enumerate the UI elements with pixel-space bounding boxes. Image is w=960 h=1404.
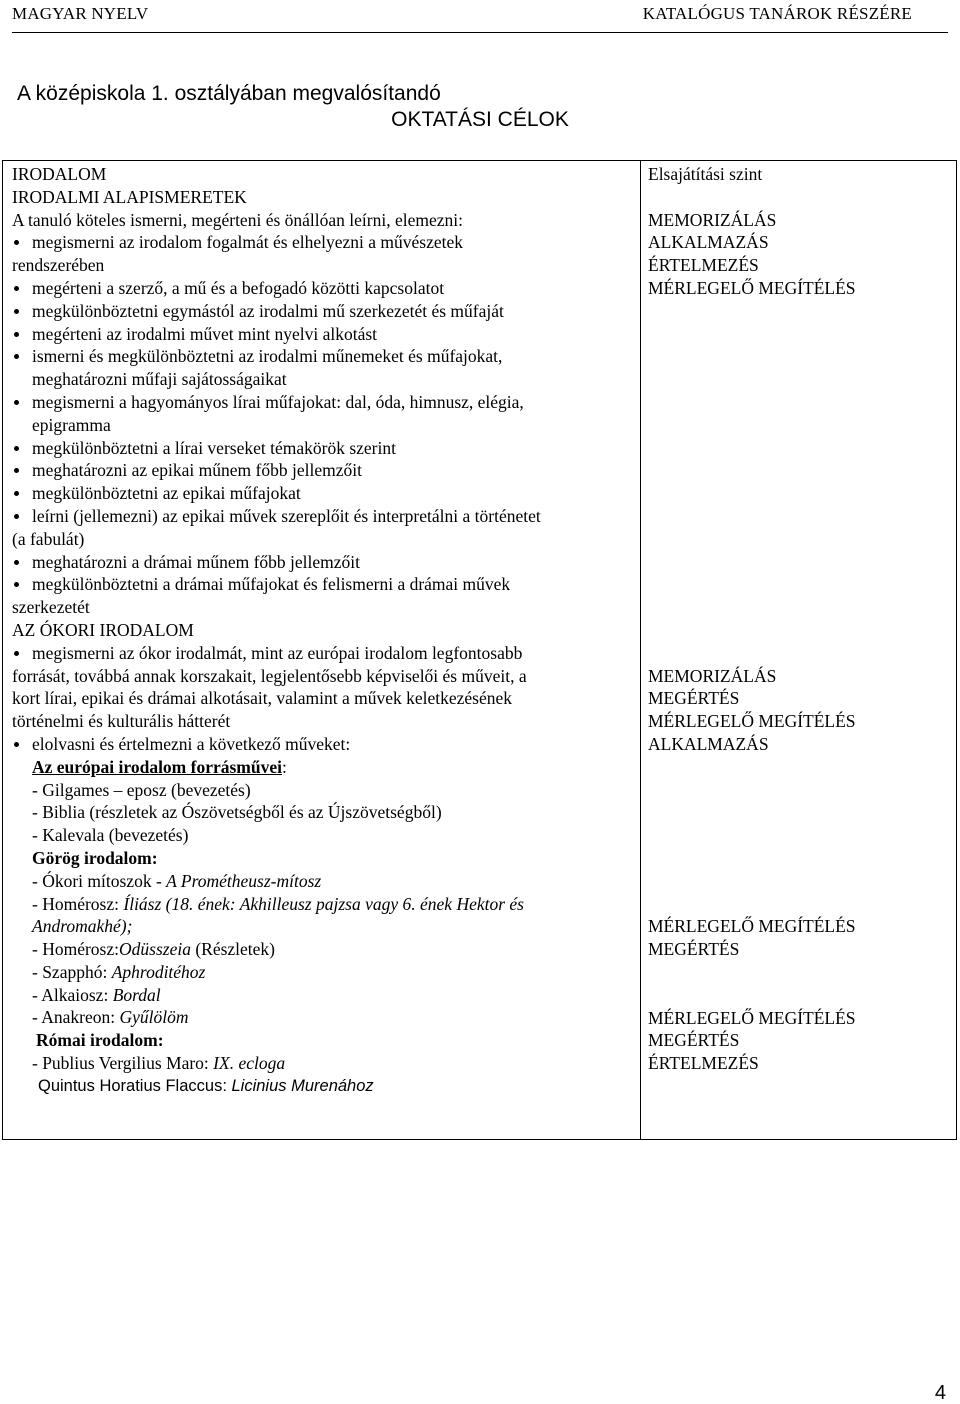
work-item: - Kalevala (bevezetés): [32, 825, 189, 846]
objective-item: megérteni a szerző, a mű és a befogadó közötti kapcsolatot: [12, 277, 632, 300]
objective-item: meghatározni a drámai műnem főbb jellemzőit: [12, 551, 632, 574]
work-author: - Publius Vergilius Maro:: [32, 1053, 214, 1074]
work-item: [12, 1075, 632, 1098]
subsection-heading: IRODALMI ALAPISMERETEK: [12, 186, 247, 207]
mastery-level-heading: Elsajátítási szint: [648, 164, 763, 184]
objective-item-cont: meghatározni műfaji sajátosságaikat: [32, 369, 287, 390]
objectives-column: [12, 163, 632, 1098]
works-group-heading: Görög irodalom:: [32, 847, 158, 868]
mastery-level: MEMORIZÁLÁS: [648, 209, 777, 230]
objective-item-cont: rendszerében: [12, 255, 105, 276]
objective-item-cont: történelmi és kulturális hátterét: [12, 711, 231, 732]
objective-item: megkülönböztetni az epikai műfajokat: [12, 482, 632, 505]
header-divider: [12, 32, 948, 33]
objective-item: megkülönböztetni a drámai műfajokat és felismerni a drámai művek: [12, 573, 632, 596]
mastery-level: ÉRTELMEZÉS: [648, 255, 759, 276]
work-item: [12, 1006, 632, 1029]
work-item: [12, 893, 632, 916]
mastery-level: MÉRLEGELŐ MEGÍTÉLÉS: [648, 277, 856, 298]
work-title: Bordal: [112, 984, 161, 1005]
objective-item-cont: kort lírai, epikai és drámai alkotásait, valamint a művek keletkezésének: [12, 688, 513, 709]
mastery-level: MÉRLEGELŐ MEGÍTÉLÉS: [648, 711, 856, 732]
objective-item-cont: epigramma: [32, 414, 111, 435]
page-subtitle: OKTATÁSI CÉLOK: [391, 108, 569, 131]
work-title: A Prométheusz-mítosz: [166, 870, 322, 891]
mastery-level: ALKALMAZÁS: [648, 232, 769, 253]
objective-item: leírni (jellemezni) az epikai művek szereplőit és interpretálni a történetet: [12, 505, 632, 528]
mastery-level: ÉRTELMEZÉS: [648, 1053, 759, 1074]
objective-item: megismerni az ókor irodalmát, mint az európai irodalom legfontosabb: [12, 642, 632, 665]
works-group-heading: [12, 756, 632, 779]
objective-item: megkülönböztetni egymástól az irodalmi mű szerkezetét és műfaját: [12, 300, 632, 323]
mastery-level: MEMORIZÁLÁS: [648, 665, 777, 686]
objective-item-cont: szerkezetét: [12, 597, 90, 618]
work-title: Odüsszeia: [119, 939, 191, 960]
objective-item: meghatározni az epikai műnem főbb jellemzőit: [12, 459, 632, 482]
works-group-title: Az európai irodalom forrásművei: [32, 756, 282, 777]
header-subject: MAGYAR NYELV: [12, 4, 149, 23]
mastery-level: MEGÉRTÉS: [648, 688, 740, 709]
mastery-level: ALKALMAZÁS: [648, 733, 769, 754]
work-item: - Gilgames – eposz (bevezetés): [32, 779, 251, 800]
work-item: [12, 984, 632, 1007]
mastery-level: MEGÉRTÉS: [648, 1030, 740, 1051]
work-item: - Biblia (részletek az Ószövetségből és az Újszövetségből): [32, 802, 442, 823]
work-title: Aphroditéhoz: [111, 961, 206, 982]
objective-item: megismerni az irodalom fogalmát és elhelyezni a művészetek: [12, 231, 632, 254]
works-group-colon: :: [282, 756, 287, 777]
mastery-level-column: [648, 163, 953, 1075]
work-note: (Részletek): [190, 939, 276, 960]
objective-item: megérteni az irodalmi művet mint nyelvi alkotást: [12, 323, 632, 346]
work-title: Gyűlölöm: [119, 1007, 189, 1028]
intro-text: A tanuló köteles ismerni, megérteni és önállóan leírni, elemezni:: [12, 209, 463, 230]
objective-item-cont: forrását, továbbá annak korszakait, legjelentősebb képviselői és műveit, a: [12, 665, 527, 686]
section-heading: IRODALOM: [12, 164, 107, 184]
table-column-divider: [640, 160, 641, 1140]
mastery-level: MEGÉRTÉS: [648, 939, 740, 960]
work-author: - Szapphó:: [32, 961, 112, 982]
work-title: Íliász (18. ének: Akhilleusz pajzsa vagy 6. ének Hektor és: [123, 893, 524, 914]
work-author: - Homérosz:: [32, 893, 124, 914]
work-item-cont: Andromakhé);: [32, 916, 133, 937]
work-author: - Alkaiosz:: [32, 984, 113, 1005]
work-item: [12, 1052, 632, 1075]
objective-item: megkülönböztetni a lírai verseket témakörök szerint: [12, 437, 632, 460]
objective-item: elolvasni és értelmezni a következő műveket:: [12, 733, 632, 756]
work-item: [12, 870, 632, 893]
work-author: - Homérosz:: [32, 939, 119, 960]
objective-item: ismerni és megkülönböztetni az irodalmi műnemeket és műfajokat,: [12, 345, 632, 368]
objective-item: megismerni a hagyományos lírai műfajokat: dal, óda, himnusz, elégia,: [12, 391, 632, 414]
mastery-level: MÉRLEGELŐ MEGÍTÉLÉS: [648, 1007, 856, 1028]
work-author: - Ókori mítoszok -: [32, 870, 167, 891]
mastery-level: MÉRLEGELŐ MEGÍTÉLÉS: [648, 916, 856, 937]
work-author: Quintus Horatius Flaccus:: [38, 1076, 232, 1095]
page-title: A középiskola 1. osztályában megvalósítandó: [17, 82, 441, 105]
header-catalog: KATALÓGUS TANÁROK RÉSZÉRE: [642, 4, 912, 23]
objective-item-cont: (a fabulát): [12, 528, 85, 549]
work-item: [12, 961, 632, 984]
work-title: IX. ecloga: [213, 1053, 286, 1074]
work-item: [12, 938, 632, 961]
work-title: Licinius Murenához: [231, 1076, 374, 1095]
works-group-heading: Római irodalom:: [36, 1030, 164, 1051]
page-number: 4: [934, 1382, 946, 1404]
section-heading: AZ ÓKORI IRODALOM: [12, 619, 194, 640]
work-author: - Anakreon:: [32, 1007, 120, 1028]
